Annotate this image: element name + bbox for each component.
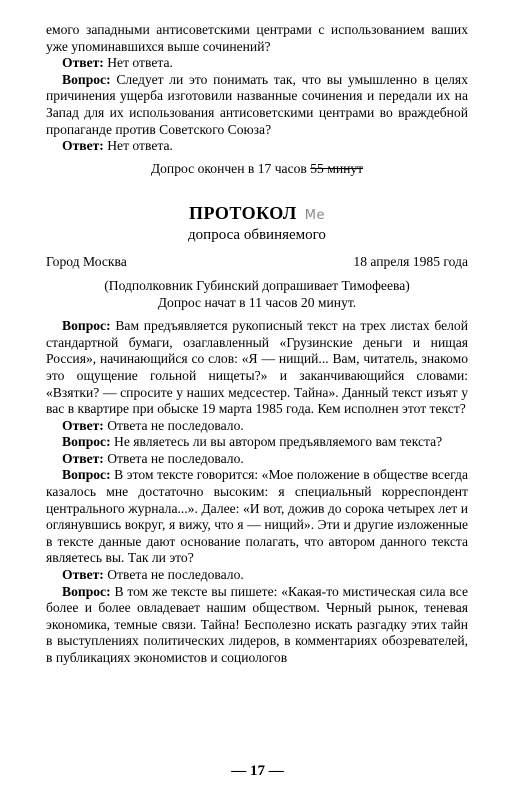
question-label: Вопрос: — [62, 318, 111, 334]
question-text: Не являетесь ли вы автором предъявляемого вам текста? — [110, 434, 443, 450]
question-paragraph — [46, 434, 468, 451]
question-label: Вопрос: — [62, 434, 111, 450]
answer-text: Ответа не последовало. — [103, 450, 244, 466]
answer-label: Ответ: — [62, 417, 104, 433]
question-paragraph — [46, 584, 468, 667]
place-date-row — [46, 254, 468, 271]
question-label: Вопрос: — [62, 467, 111, 483]
city: Город Москва — [46, 254, 127, 270]
protocol-title-text: ПРОТОКОЛ — [189, 203, 297, 224]
question-paragraph — [46, 72, 468, 138]
ended-struck-text: 55 минут — [310, 160, 364, 176]
question-text: В том же тексте вы пишете: «Какая-то мистическая сила все более и более овладевает нашим обществом. Черный рынок, теневая экономика, темные связи. Тайна! Бесполезно искать разгадку этих тайн в выступлениях политических лидеров, в комментариях обозревателей, в публикациях экономистов и социологов — [46, 583, 468, 665]
question-text: В этом тексте говорится: «Мое положение в обществе всегда казалось мне достаточно высоким: я специальный корреспондент центрального журнала...». Далее: «И вот, дожив до сорока четырех лет и оглянувшись вокруг, я вижу, что я — нищий». Эти и другие изложенные в тексте данные дают основание полагать, что автором данного текста являетесь вы. Так ли это? — [46, 467, 468, 566]
protocol-title — [46, 203, 468, 226]
page-number: — 17 — — [231, 763, 284, 779]
question-paragraph — [46, 467, 468, 567]
answer-paragraph — [46, 418, 468, 435]
answer-text: Ответа не последовало. — [103, 567, 244, 583]
question-paragraph — [46, 318, 468, 418]
question-text: Следует ли это понимать так, что вы умышленно в целях причинения ущерба изготовили названные сочинения и передали их на Запад для их использования антисоветскими центрами во враждебной пропаганде против Советского Союза? — [46, 71, 468, 137]
question-text: Вам предъявляется рукописный текст на трех листах белой стандартной бумаги, озаглавленный «Грузинские деньги и нищая Россия», начинающийся со слов: «Я — нищий... Вам, читатель, знакомо это ощущение гольной нищеты?» и заканчивающийся словами: «Взятки? — спросите у наших медсестер. Тайна». Данный текст изъят у вас в квартире при обыске 19 марта 1985 года. Кем исполнен этот текст? — [46, 318, 468, 417]
interrogation-ended-line — [46, 161, 468, 178]
answer-label: Ответ: — [62, 55, 104, 71]
date: 18 апреля 1985 года — [353, 254, 468, 270]
answer-paragraph — [46, 567, 468, 584]
answer-text: Нет ответа. — [103, 55, 173, 71]
interrogator-line: (Подполковник Губинский допрашивает Тимофеева) — [104, 277, 410, 293]
answer-paragraph — [46, 451, 468, 468]
answer-paragraph — [46, 55, 468, 72]
question-label: Вопрос: — [62, 583, 111, 599]
stamp-mark: Ме — [304, 208, 325, 224]
answer-paragraph — [46, 138, 468, 155]
ended-text: Допрос окончен в 17 часов — [150, 160, 311, 176]
paragraph-continuation: емого западными антисоветскими центрами с использованием ваших уже упоминавшихся выше сочинений? — [46, 22, 468, 54]
answer-text: Нет ответа. — [103, 138, 173, 154]
answer-label: Ответ: — [62, 567, 104, 583]
answer-label: Ответ: — [62, 138, 104, 154]
started-line: Допрос начат в 11 часов 20 минут. — [157, 294, 357, 310]
protocol-subtitle: допроса обвиняемого — [188, 227, 326, 244]
document-page — [46, 22, 468, 667]
answer-text: Ответа не последовало. — [103, 417, 244, 433]
answer-label: Ответ: — [62, 450, 104, 466]
question-label: Вопрос: — [62, 71, 111, 87]
